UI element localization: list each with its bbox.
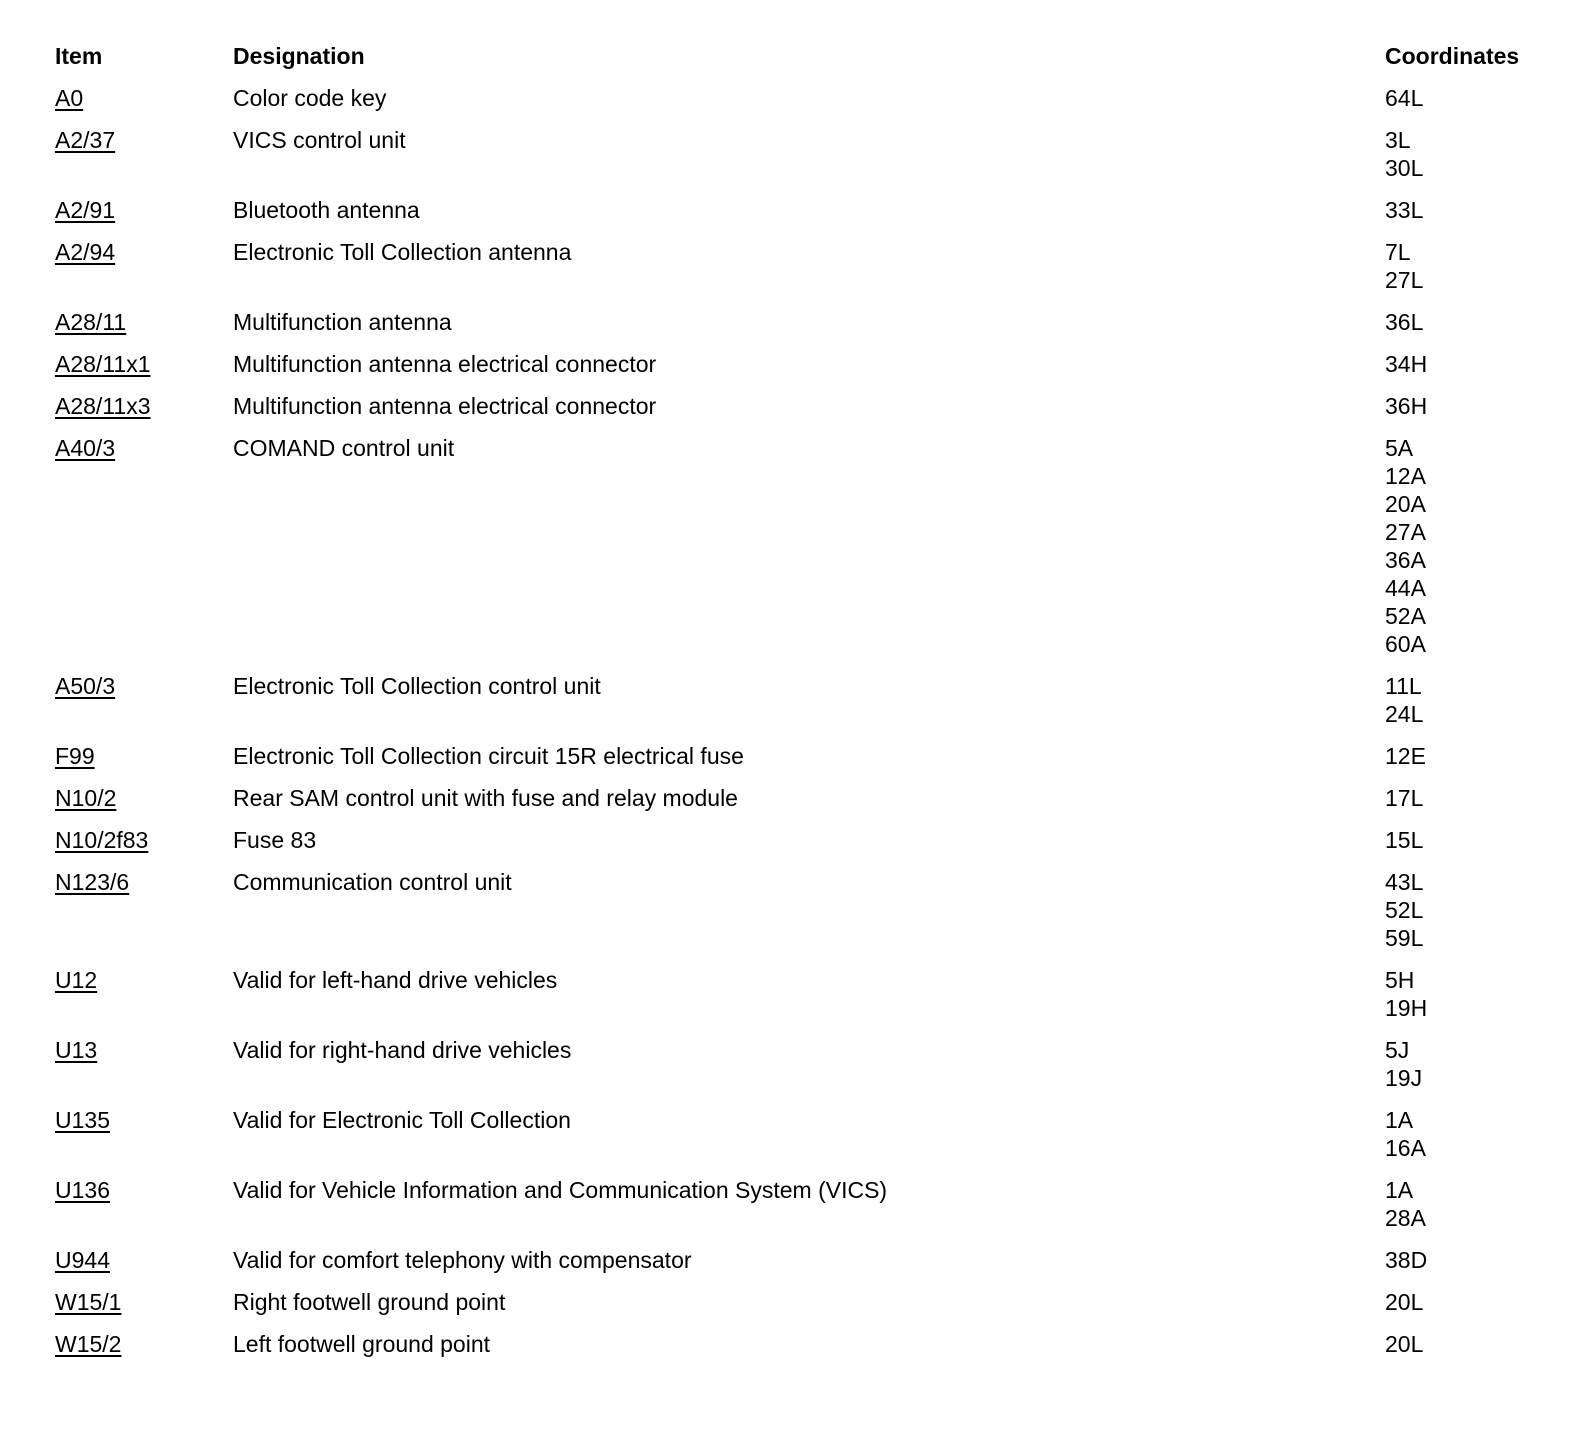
header-coordinates: Coordinates <box>1385 43 1520 69</box>
coordinate-value: 5A <box>1385 435 1414 461</box>
coordinates-cell <box>1385 350 1555 378</box>
coordinate-value: 43L <box>1385 869 1424 895</box>
coordinate-value: 20L <box>1385 1289 1424 1315</box>
item-cell <box>55 1246 233 1274</box>
item-link[interactable]: N10/2 <box>55 785 117 811</box>
item-cell <box>55 966 233 994</box>
coordinate-value: 12E <box>1385 743 1426 769</box>
item-link[interactable]: W15/2 <box>55 1331 122 1357</box>
item-cell <box>55 434 233 462</box>
component-legend-table <box>55 42 1555 1372</box>
table-row <box>55 308 1555 336</box>
coordinate-value: 36L <box>1385 309 1424 335</box>
item-link[interactable]: A0 <box>55 85 84 111</box>
coordinate-value: 27L <box>1385 267 1424 293</box>
coordinates-cell <box>1385 966 1555 1022</box>
table-row <box>55 238 1555 294</box>
coordinate-value: 59L <box>1385 925 1424 951</box>
coordinates-cell <box>1385 868 1555 952</box>
designation-cell: Color code key <box>233 85 387 111</box>
coordinate-value: 20L <box>1385 1331 1424 1357</box>
table-row <box>55 1036 1555 1092</box>
table-row <box>55 826 1555 854</box>
designation-cell: Multifunction antenna electrical connector <box>233 393 657 419</box>
item-cell <box>55 350 233 378</box>
coordinate-value: 5J <box>1385 1037 1410 1063</box>
item-link[interactable]: A40/3 <box>55 435 116 461</box>
designation-cell: Valid for left-hand drive vehicles <box>233 967 558 993</box>
coordinates-cell <box>1385 238 1555 294</box>
coordinates-cell <box>1385 434 1555 658</box>
table-row <box>55 434 1555 658</box>
item-link[interactable]: F99 <box>55 743 95 769</box>
item-link[interactable]: A28/11x1 <box>55 351 151 377</box>
item-cell <box>55 238 233 266</box>
designation-cell: Electronic Toll Collection circuit 15R electrical fuse <box>233 743 744 769</box>
table-row <box>55 1330 1555 1358</box>
coordinate-value: 16A <box>1385 1135 1426 1161</box>
item-cell <box>55 196 233 224</box>
designation-cell: Bluetooth antenna <box>233 197 420 223</box>
item-link[interactable]: N10/2f83 <box>55 827 149 853</box>
coordinates-cell <box>1385 308 1555 336</box>
table-row <box>55 672 1555 728</box>
designation-cell: Fuse 83 <box>233 827 317 853</box>
item-cell <box>55 1036 233 1064</box>
coordinate-value: 19J <box>1385 1065 1423 1091</box>
item-link[interactable]: U136 <box>55 1177 110 1203</box>
item-cell <box>55 826 233 854</box>
table-row <box>55 1106 1555 1162</box>
item-link[interactable]: U13 <box>55 1037 98 1063</box>
item-cell <box>55 672 233 700</box>
table-row <box>55 742 1555 770</box>
coordinate-value: 19H <box>1385 995 1428 1021</box>
coordinates-cell <box>1385 1036 1555 1092</box>
designation-cell: Multifunction antenna electrical connector <box>233 351 657 377</box>
coordinate-value: 7L <box>1385 239 1411 265</box>
item-link[interactable]: W15/1 <box>55 1289 122 1315</box>
coordinates-cell <box>1385 1330 1555 1358</box>
coordinate-value: 36H <box>1385 393 1428 419</box>
coordinate-value: 44A <box>1385 575 1426 601</box>
item-cell <box>55 84 233 112</box>
table-row <box>55 350 1555 378</box>
coordinate-value: 5H <box>1385 967 1415 993</box>
table-row <box>55 196 1555 224</box>
coordinate-value: 12A <box>1385 463 1426 489</box>
coordinates-cell <box>1385 672 1555 728</box>
designation-cell: Electronic Toll Collection antenna <box>233 239 572 265</box>
table-row <box>55 868 1555 952</box>
table-row <box>55 784 1555 812</box>
item-cell <box>55 1176 233 1204</box>
item-link[interactable]: A2/37 <box>55 127 116 153</box>
designation-cell: Valid for Vehicle Information and Communication System (VICS) <box>233 1177 888 1203</box>
item-link[interactable]: A2/91 <box>55 197 116 223</box>
coordinate-value: 27A <box>1385 519 1426 545</box>
coordinates-cell <box>1385 1246 1555 1274</box>
coordinates-cell <box>1385 1288 1555 1316</box>
designation-cell: Valid for right-hand drive vehicles <box>233 1037 572 1063</box>
table-row <box>55 966 1555 1022</box>
coordinate-value: 1A <box>1385 1177 1414 1203</box>
item-cell <box>55 1330 233 1358</box>
coordinate-value: 60A <box>1385 631 1426 657</box>
item-cell <box>55 126 233 154</box>
coordinate-value: 30L <box>1385 155 1424 181</box>
designation-cell: Valid for comfort telephony with compensator <box>233 1247 692 1273</box>
coordinate-value: 52L <box>1385 897 1424 923</box>
item-link[interactable]: U12 <box>55 967 98 993</box>
item-cell <box>55 868 233 896</box>
designation-cell: Communication control unit <box>233 869 512 895</box>
item-link[interactable]: N123/6 <box>55 869 130 895</box>
designation-cell: Left footwell ground point <box>233 1331 491 1357</box>
coordinates-cell <box>1385 742 1555 770</box>
table-row <box>55 84 1555 112</box>
table-row <box>55 1288 1555 1316</box>
coordinate-value: 3L <box>1385 127 1411 153</box>
coordinate-value: 33L <box>1385 197 1424 223</box>
coordinate-value: 34H <box>1385 351 1428 377</box>
item-link[interactable]: A28/11 <box>55 309 127 335</box>
coordinates-cell <box>1385 1106 1555 1162</box>
item-link[interactable]: A50/3 <box>55 673 116 699</box>
table-row <box>55 1176 1555 1232</box>
table-header <box>55 42 1555 70</box>
coordinate-value: 28A <box>1385 1205 1426 1231</box>
designation-cell: COMAND control unit <box>233 435 455 461</box>
designation-cell: Multifunction antenna <box>233 309 452 335</box>
coordinates-cell <box>1385 196 1555 224</box>
designation-cell: Electronic Toll Collection control unit <box>233 673 601 699</box>
header-item: Item <box>55 43 103 69</box>
table-row <box>55 392 1555 420</box>
item-cell <box>55 1288 233 1316</box>
designation-cell: Valid for Electronic Toll Collection <box>233 1107 571 1133</box>
item-link[interactable]: A2/94 <box>55 239 116 265</box>
coordinate-value: 1A <box>1385 1107 1414 1133</box>
item-cell <box>55 392 233 420</box>
header-designation: Designation <box>233 43 365 69</box>
designation-cell: Right footwell ground point <box>233 1289 506 1315</box>
coordinate-value: 17L <box>1385 785 1424 811</box>
coordinate-value: 36A <box>1385 547 1426 573</box>
item-link[interactable]: A28/11x3 <box>55 393 151 419</box>
item-cell <box>55 784 233 812</box>
coordinate-value: 38D <box>1385 1247 1428 1273</box>
table-row <box>55 126 1555 182</box>
coordinates-cell <box>1385 1176 1555 1232</box>
table-body <box>55 84 1555 1358</box>
coordinate-value: 15L <box>1385 827 1424 853</box>
coordinate-value: 11L <box>1385 673 1422 699</box>
designation-cell: VICS control unit <box>233 127 406 153</box>
coordinates-cell <box>1385 392 1555 420</box>
coordinate-value: 24L <box>1385 701 1424 727</box>
item-cell <box>55 742 233 770</box>
coordinate-value: 52A <box>1385 603 1426 629</box>
coordinates-cell <box>1385 826 1555 854</box>
item-link[interactable]: U944 <box>55 1247 110 1273</box>
item-cell <box>55 308 233 336</box>
table-row <box>55 1246 1555 1274</box>
coordinates-cell <box>1385 126 1555 182</box>
item-cell <box>55 1106 233 1134</box>
coordinates-cell <box>1385 84 1555 112</box>
item-link[interactable]: U135 <box>55 1107 110 1133</box>
coordinate-value: 20A <box>1385 491 1426 517</box>
coordinates-cell <box>1385 784 1555 812</box>
designation-cell: Rear SAM control unit with fuse and relay module <box>233 785 738 811</box>
coordinate-value: 64L <box>1385 85 1424 111</box>
